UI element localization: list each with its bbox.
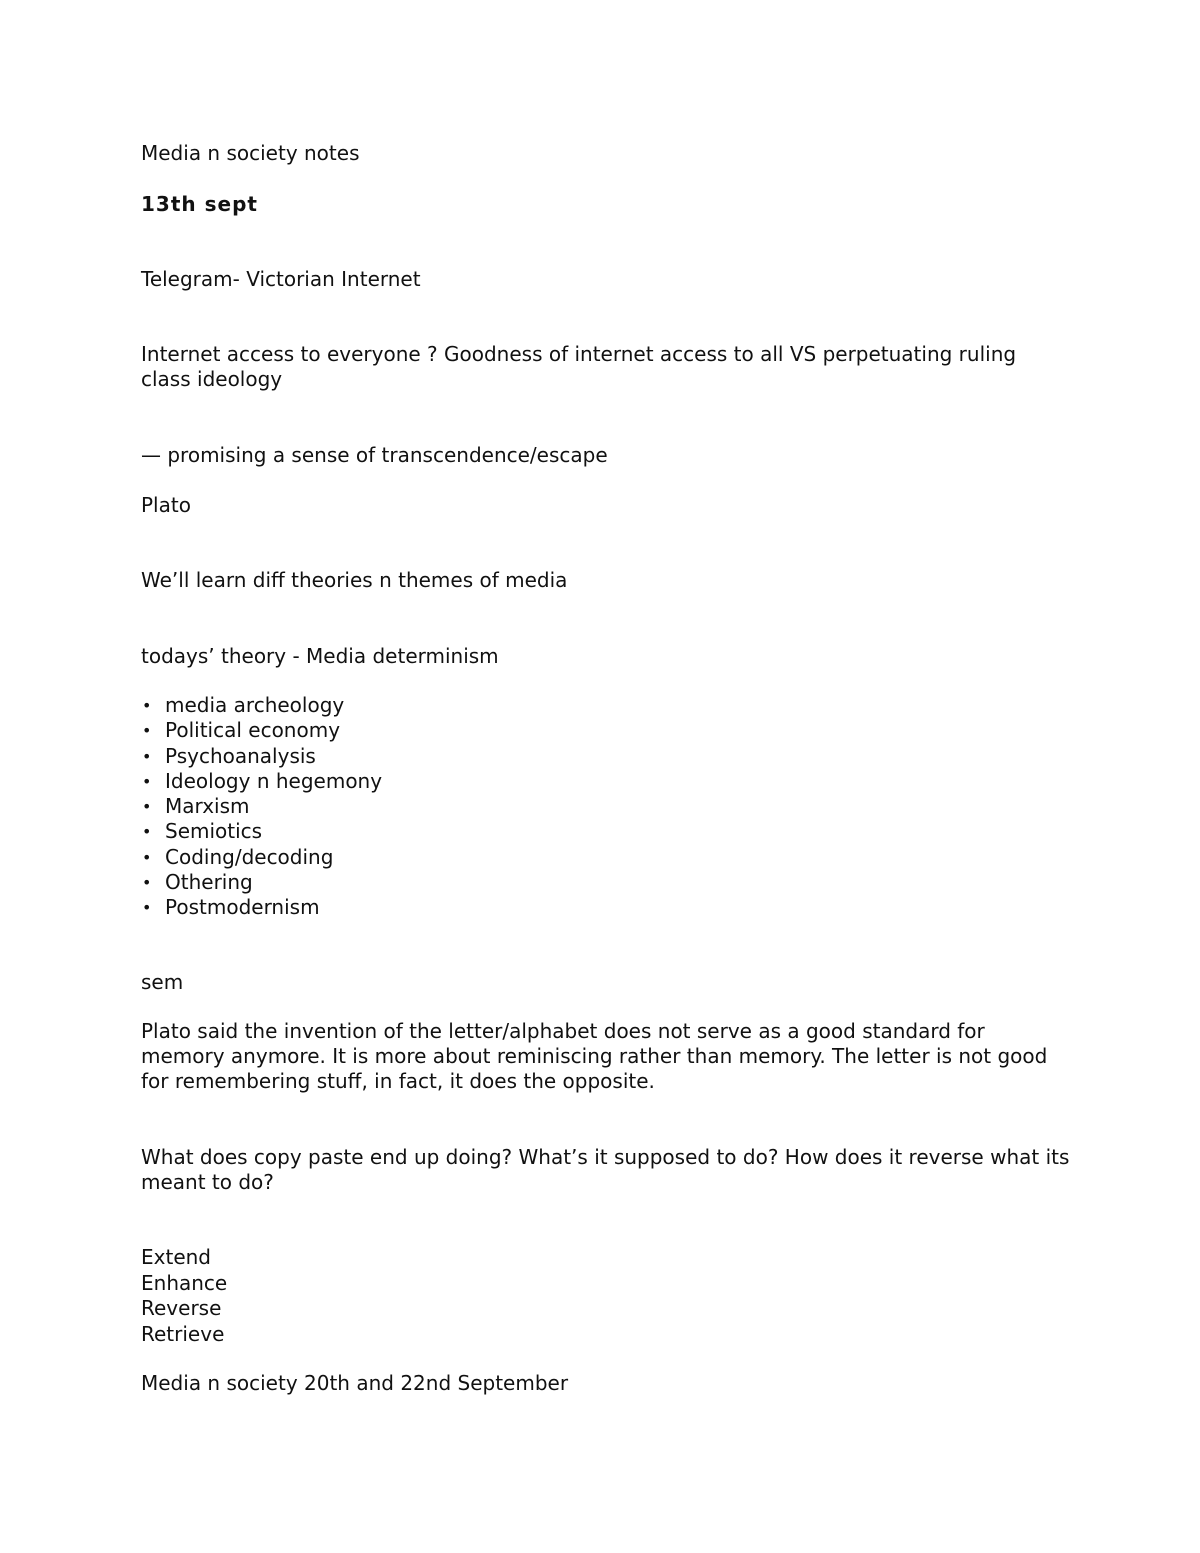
- tetrad-item: Reverse: [141, 1296, 222, 1320]
- list-item-label: Psychoanalysis: [165, 743, 316, 768]
- list-item-label: Postmodernism: [165, 895, 320, 920]
- todays-theory-line: todays’ theory - Media determinism: [141, 644, 499, 668]
- list-item: [141, 895, 382, 920]
- list-item-label: Othering: [165, 870, 253, 895]
- list-item-label: media archeology: [165, 693, 345, 717]
- transcendence-line: — promising a sense of transcendence/escape: [141, 443, 608, 467]
- bullet-icon: •: [142, 721, 152, 741]
- bullet-icon: •: [142, 746, 152, 766]
- internet-access-paragraph: Internet access to everyone ? Goodness of internet access to all VS perpetuating ruling class ideology: [141, 342, 1017, 391]
- list-item: [141, 819, 382, 844]
- list-item: [141, 794, 382, 819]
- list-item: [141, 870, 382, 895]
- theories-list: [141, 693, 382, 921]
- bullet-icon: •: [142, 771, 152, 791]
- list-item-label: Political economy: [165, 718, 341, 743]
- bullet-icon: •: [142, 847, 152, 867]
- copy-paste-paragraph: What does copy paste end up doing? What’s it supposed to do? How does it reverse what its meant to do?: [141, 1145, 1070, 1194]
- list-item-label: Coding/decoding: [165, 844, 334, 869]
- telegram-line: Telegram- Victorian Internet: [141, 267, 421, 291]
- plato-line: Plato: [141, 493, 191, 517]
- tetrad-item: Retrieve: [141, 1321, 225, 1346]
- list-item: [141, 693, 382, 718]
- bullet-icon: •: [142, 898, 152, 918]
- sem-line: sem: [141, 970, 184, 994]
- bullet-icon: •: [142, 873, 152, 893]
- bullet-icon: •: [142, 696, 152, 715]
- bullet-icon: •: [142, 822, 152, 842]
- tetrad-item: Extend: [141, 1245, 211, 1269]
- section-heading: Media n society 20th and 22nd September: [141, 1371, 569, 1395]
- document-title: Media n society notes: [141, 141, 360, 165]
- tetrad-list: [141, 1245, 227, 1347]
- list-item-label: Ideology n hegemony: [165, 768, 383, 793]
- list-item-label: Semiotics: [165, 819, 263, 844]
- list-item-label: Marxism: [165, 794, 250, 819]
- tetrad-item: Enhance: [141, 1270, 228, 1295]
- bullet-icon: •: [142, 797, 152, 817]
- list-item: [141, 845, 382, 870]
- plato-paragraph: Plato said the invention of the letter/alphabet does not serve as a good standard for memory anymore. It is more about reminiscing rather than memory. The letter is not good for remembering stuff, in fact, it does the opposite.: [141, 1019, 1048, 1093]
- list-item: [141, 744, 382, 769]
- learn-theories-line: We’ll learn diff theories n themes of media: [141, 568, 568, 592]
- list-item: [141, 718, 382, 743]
- date-heading: 13th sept: [141, 192, 258, 216]
- list-item: [141, 769, 382, 794]
